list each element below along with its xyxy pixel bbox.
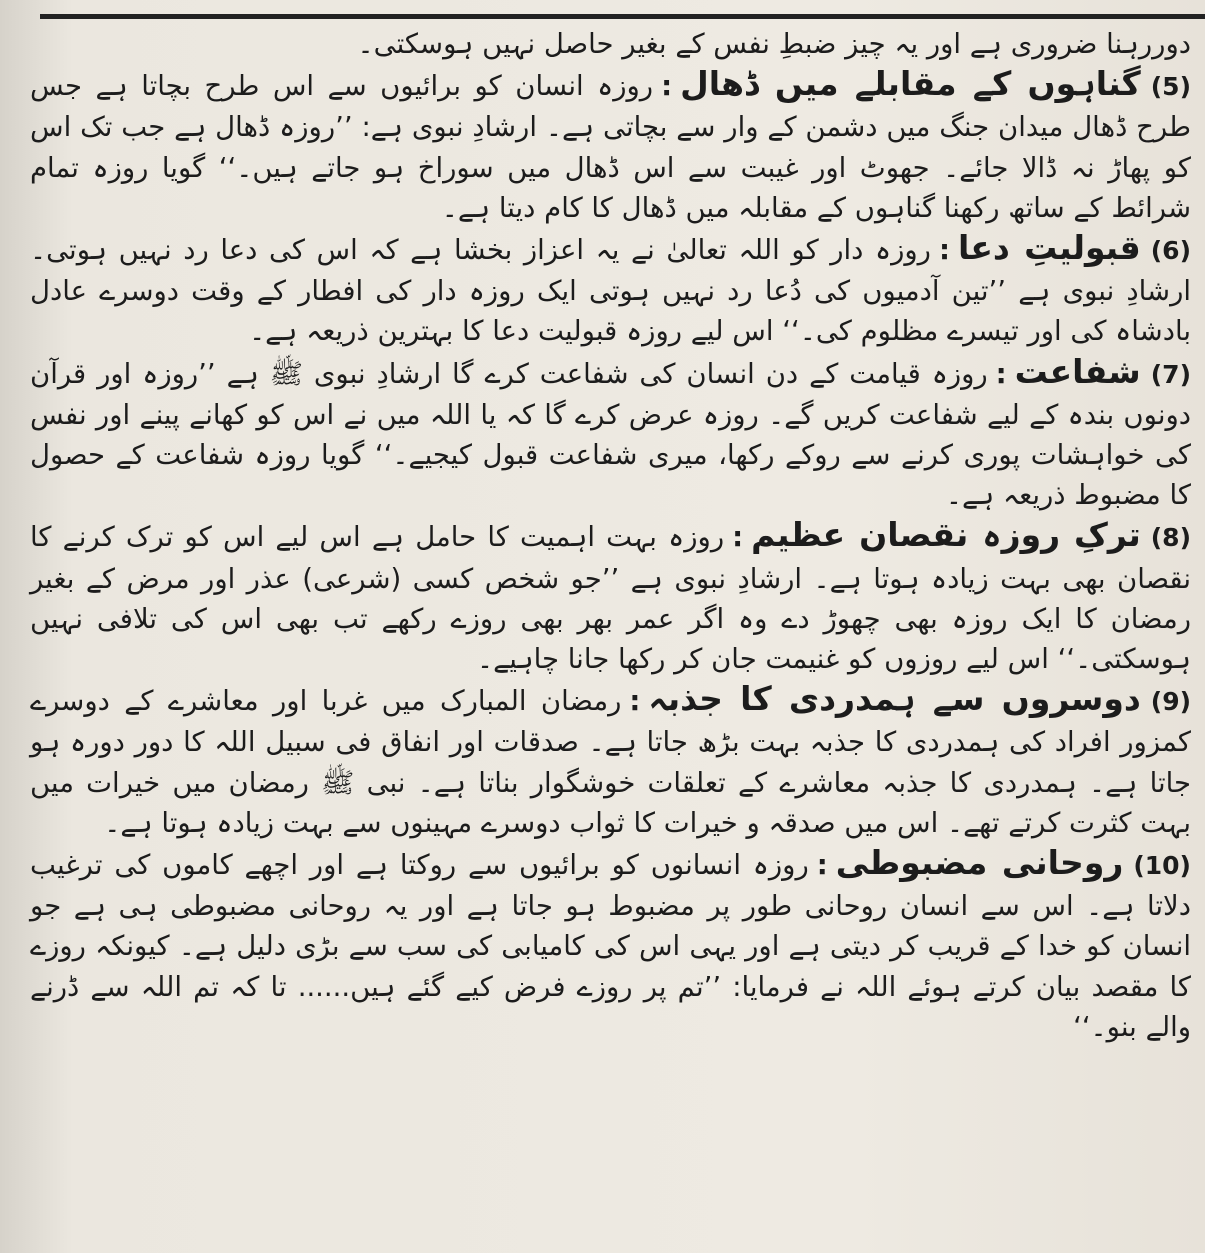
section-number: (9) [1150,687,1192,717]
section-number: (5) [1150,72,1191,102]
page-content [30,24,1191,1245]
section-7: (7)شفاعت:روزہ قیامت کے دن انسان کی شفاعت کرے گا ارشادِ نبوی ﷺ ہے ’’روزہ اور قرآن دونوں بندہ کے لیے شفاعت کریں گے۔ روزہ عرض کرے گا کہ یا اللہ میں نے اس کو کھانے پینے اور نفس کی خواہشات پوری کرنے سے روکے رکھا، میری شفاعت قبول کیجیے۔‘‘ گویا روزہ شفاعت کے حصول کا مضبوط ذریعہ ہے۔ [30,351,1191,512]
section-number: (6) [1150,236,1191,266]
section-heading: دوسروں سے ہمدردی کا جذبہ [648,679,1141,719]
section-8: (8)ترکِ روزہ نقصان عظیم:روزہ بہت اہمیت کا حامل ہے اس لیے اس کو ترک کرنے کا نقصان بھی بہت زیادہ ہوتا ہے۔ ارشادِ نبوی ہے ’’جو شخص کسی (شرعی) عذر اور مرض کے بغیر رمضان کا ایک روزہ بھی چھوڑ دے وہ اگر عمر بھر بھی روزے رکھے تب بھی اس کی تلافی نہیں ہوسکتی۔‘‘ اس لیے روزوں کو غنیمت جان کر رکھا جانا چاہیے۔ [30,515,1191,676]
section-heading: شفاعت [1014,351,1141,391]
section-body: روزہ دار کو اللہ تعالیٰ نے یہ اعزاز بخشا ہے کہ اس کی دعا رد نہیں ہوتی۔ ارشادِ نبوی ہے ’’تین آدمیوں کی دُعا رد نہیں ہوتی ایک روزہ دار کی افطار کے وقت دوسرے عادل بادشاہ کی اور تیسرے مظلوم کی۔‘‘ اس لیے روزہ قبولیت دعا کا بہترین ذریعہ ہے۔ [30,234,1191,348]
section-heading: قبولیتِ دعا [957,228,1141,268]
section-10: (10)روحانی مضبوطی:روزہ انسانوں کو برائیوں سے روکتا ہے اور اچھے کاموں کی ترغیب دلاتا ہے۔ اس سے انسان روحانی طور پر مضبوط ہو جاتا ہے اور یہ روحانی مضبوطی ہی ہے جو انسان کو خدا کے قریب کر دیتی ہے اور یہی اس کی کامیابی کی سب سے بڑی دلیل ہے۔ کیونکہ روزے کا مقصد بیان کرتے ہوئے اللہ نے فرمایا: ’’تم پر روزے فرض کیے گئے ہیں...... تا کہ تم اللہ سے ڈرنے والے بنو۔‘‘ [30,843,1191,1043]
section-body: روزہ بہت اہمیت کا حامل ہے اس لیے اس کو ترک کرنے کا نقصان بھی بہت زیادہ ہوتا ہے۔ ارشادِ نبوی ہے ’’جو شخص کسی (شرعی) عذر اور مرض کے بغیر رمضان کا ایک روزہ بھی چھوڑ دے وہ اگر عمر بھر بھی روزے رکھے تب بھی اس کی تلافی نہیں ہوسکتی۔‘‘ اس لیے روزوں کو غنیمت جان کر رکھا جانا چاہیے۔ [30,521,1191,676]
section-9: (9)دوسروں سے ہمدردی کا جذبہ:رمضان المبارک میں غربا اور معاشرے کے دوسرے کمزور افراد کی ہمدردی کا جذبہ بہت بڑھ جاتا ہے۔ صدقات اور انفاق فی سبیل اللہ کا دور دورہ ہو جاتا ہے۔ ہمدردی کا جذبہ معاشرے کے تعلقات خوشگوار بناتا ہے۔ نبی ﷺ رمضان میں خیرات میں بہت کثرت کرتے تھے۔ اس میں صدقہ و خیرات کا ثواب دوسرے مہینوں سے بہت زیادہ ہوتا ہے۔ [30,679,1192,839]
intro-line: دوررہنا ضروری ہے اور یہ چیز ضبطِ نفس کے بغیر حاصل نہیں ہوسکتی۔ [357,28,1191,60]
section-number: (10) [1133,851,1191,881]
section-number: (7) [1150,359,1191,389]
section-heading: روحانی مضبوطی [835,843,1124,883]
section-body: روزہ انسانوں کو برائیوں سے روکتا ہے اور اچھے کاموں کی ترغیب دلاتا ہے۔ اس سے انسان روحانی طور پر مضبوط ہو جاتا ہے اور یہ روحانی مضبوطی ہی ہے جو انسان کو خدا کے قریب کر دیتی ہے اور یہی اس کی کامیابی کی سب سے بڑی دلیل ہے۔ کیونکہ روزے کا مقصد بیان کرتے ہوئے اللہ نے فرمایا: ’’تم پر روزے فرض کیے گئے ہیں...... تا کہ تم اللہ سے ڈرنے والے بنو۔‘‘ [30,849,1191,1043]
section-5: (5)گناہوں کے مقابلے میں ڈھال:روزہ انسان کو برائیوں سے اس طرح بچاتا ہے جس طرح ڈھال میدان جنگ میں دشمن کے وار سے بچاتی ہے۔ ارشادِ نبوی ہے: ’’روزہ ڈھال ہے جب تک اس کو پھاڑ نہ ڈالا جائے۔ جھوٹ اور غیبت سے اس ڈھال میں سوراخ ہو جاتے ہیں۔‘‘ گویا روزہ تمام شرائط کے ساتھ رکھنا گناہوں کے مقابلہ میں ڈھال کا کام دیتا ہے۔ [30,64,1191,224]
section-number: (8) [1150,523,1191,553]
section-heading: ترکِ روزہ نقصان عظیم [751,515,1141,555]
section-body: روزہ انسان کو برائیوں سے اس طرح بچاتا ہے جس طرح ڈھال میدان جنگ میں دشمن کے وار سے بچاتی ہے۔ ارشادِ نبوی ہے: ’’روزہ ڈھال ہے جب تک اس کو پھاڑ نہ ڈالا جائے۔ جھوٹ اور غیبت سے اس ڈھال میں سوراخ ہو جاتے ہیں۔‘‘ گویا روزہ تمام شرائط کے ساتھ رکھنا گناہوں کے مقابلہ میں ڈھال کا کام دیتا ہے۔ [30,70,1191,224]
section-body: روزہ قیامت کے دن انسان کی شفاعت کرے گا ارشادِ نبوی ﷺ ہے ’’روزہ اور قرآن دونوں بندہ کے لیے شفاعت کریں گے۔ روزہ عرض کرے گا کہ یا اللہ میں نے اس کو کھانے پینے اور نفس کی خواہشات پوری کرنے سے روکے رکھا، میری شفاعت قبول کیجیے۔‘‘ گویا روزہ شفاعت کے حصول کا مضبوط ذریعہ ہے۔ [30,357,1191,512]
section-body: رمضان المبارک میں غربا اور معاشرے کے دوسرے کمزور افراد کی ہمدردی کا جذبہ بہت بڑھ جاتا ہے۔ صدقات اور انفاق فی سبیل اللہ کا دور دورہ ہو جاتا ہے۔ ہمدردی کا جذبہ معاشرے کے تعلقات خوشگوار بناتا ہے۔ نبی ﷺ رمضان میں خیرات میں بہت کثرت کرتے تھے۔ اس میں صدقہ و خیرات کا ثواب دوسرے مہینوں سے بہت زیادہ ہوتا ہے۔ [30,685,1191,839]
section-6: (6)قبولیتِ دعا:روزہ دار کو اللہ تعالیٰ نے یہ اعزاز بخشا ہے کہ اس کی دعا رد نہیں ہوتی۔ ارشادِ نبوی ہے ’’تین آدمیوں کی دُعا رد نہیں ہوتی ایک روزہ دار کی افطار کے وقت دوسرے عادل بادشاہ کی اور تیسرے مظلوم کی۔‘‘ اس لیے روزہ قبولیت دعا کا بہترین ذریعہ ہے۔ [30,228,1191,348]
top-rule [40,14,1205,19]
section-heading: گناہوں کے مقابلے میں ڈھال [680,64,1141,104]
